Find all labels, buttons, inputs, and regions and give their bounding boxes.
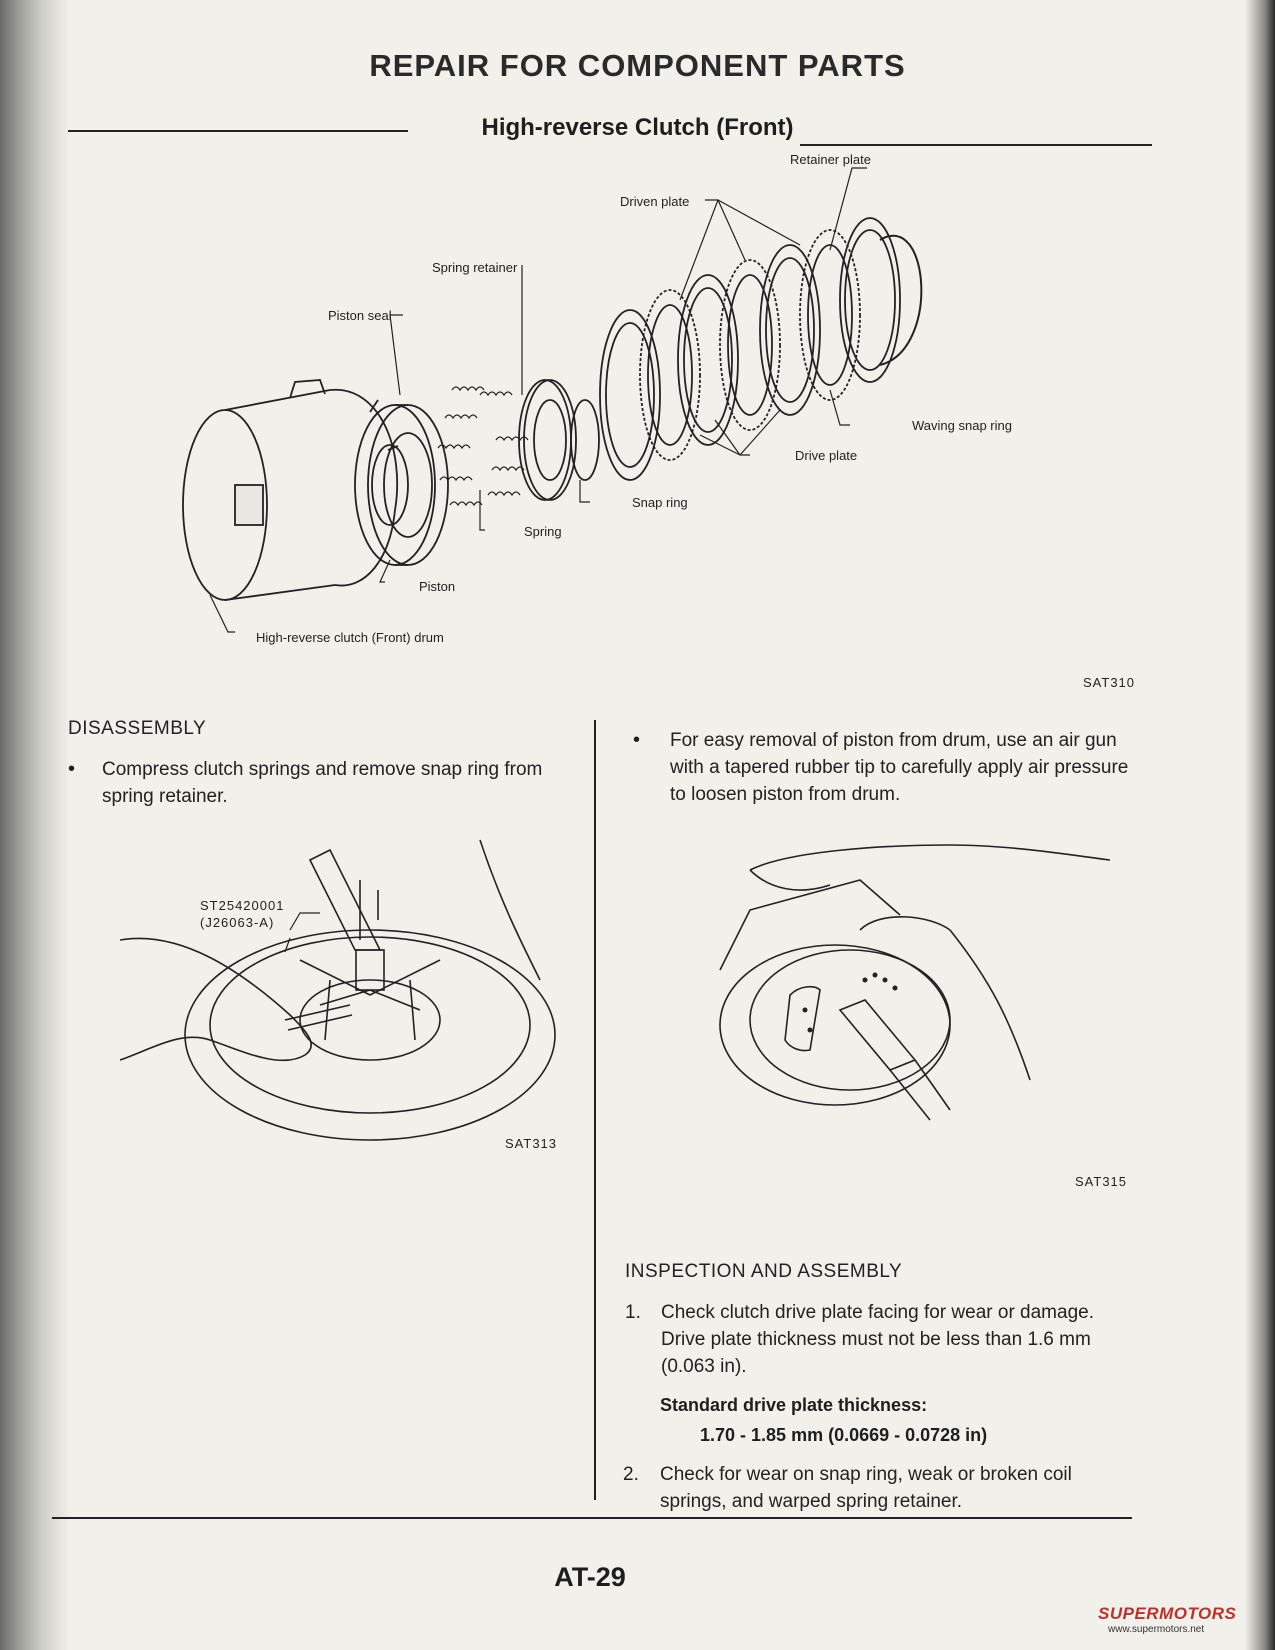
- tool-label-j26063a: (J26063-A): [200, 915, 275, 930]
- page-number: AT-29: [554, 1562, 626, 1592]
- disassembly-heading: DISASSEMBLY: [68, 718, 207, 739]
- spec-label: Standard drive plate thickness:: [660, 1395, 928, 1415]
- air-gun-piston-figure: [690, 820, 1110, 1160]
- column-divider: [594, 720, 596, 1500]
- label-retainer-plate: Retainer plate: [790, 152, 871, 167]
- supermotors-watermark: [1098, 1604, 1248, 1644]
- piston-drawing: [355, 405, 448, 565]
- air-gun-instruction: For easy removal of piston from drum, use an air gun with a tapered rubber tip to carefully apply air pressure to loosen piston from drum.: [670, 730, 1129, 805]
- exploded-view-figure: [140, 150, 1150, 690]
- snap-ring-removal-figure: [120, 820, 580, 1150]
- right-col-bullet: •: [633, 729, 641, 751]
- scan-edge-left: [0, 0, 70, 1650]
- disassembly-bullet: •: [68, 758, 76, 780]
- label-spring: Spring: [524, 524, 562, 539]
- title-rule-right: [800, 144, 1152, 146]
- figure-code-sat310: SAT310: [1083, 675, 1136, 690]
- watermark-brand: SUPERMOTORS: [1098, 1604, 1237, 1623]
- label-snap-ring: Snap ring: [632, 495, 688, 510]
- clutch-plates-drawing: [600, 218, 921, 480]
- springs-drawing: [438, 387, 528, 505]
- spec-value: 1.70 - 1.85 mm (0.0669 - 0.0728 in): [700, 1425, 988, 1445]
- inspection-step-2-number: 2.: [623, 1464, 639, 1485]
- watermark-url: www.supermotors.net: [1108, 1624, 1205, 1635]
- label-driven-plate: Driven plate: [620, 194, 690, 209]
- clutch-drum-drawing: [183, 380, 398, 600]
- tool-label-st25420001: ST25420001: [200, 898, 285, 913]
- inspection-step-2: Check for wear on snap ring, weak or broken coil springs, and warped spring retainer.: [660, 1464, 1072, 1512]
- section-title: High-reverse Clutch (Front): [481, 114, 794, 141]
- label-piston-seal: Piston seal: [328, 308, 392, 323]
- label-drive-plate: Drive plate: [795, 448, 858, 463]
- figure-code-sat315: SAT315: [1075, 1174, 1128, 1189]
- inspection-step-1: Check clutch drive plate facing for wear or damage. Drive plate thickness must not be less than 1.6 mm (0.063 in).: [661, 1302, 1094, 1377]
- label-spring-retainer: Spring retainer: [432, 260, 518, 275]
- label-waving-snap-ring: Waving snap ring: [912, 418, 1012, 433]
- footer-rule: [52, 1517, 1132, 1519]
- figure-code-sat313: SAT313: [505, 1136, 558, 1151]
- scan-edge-right: [1245, 0, 1275, 1650]
- page-header: REPAIR FOR COMPONENT PARTS: [369, 48, 906, 83]
- label-drum: High-reverse clutch (Front) drum: [256, 630, 444, 645]
- disassembly-step-1: Compress clutch springs and remove snap ring from spring retainer.: [102, 759, 543, 807]
- inspection-step-1-number: 1.: [625, 1302, 641, 1323]
- label-piston: Piston: [419, 579, 456, 594]
- inspection-heading: INSPECTION AND ASSEMBLY: [625, 1261, 903, 1282]
